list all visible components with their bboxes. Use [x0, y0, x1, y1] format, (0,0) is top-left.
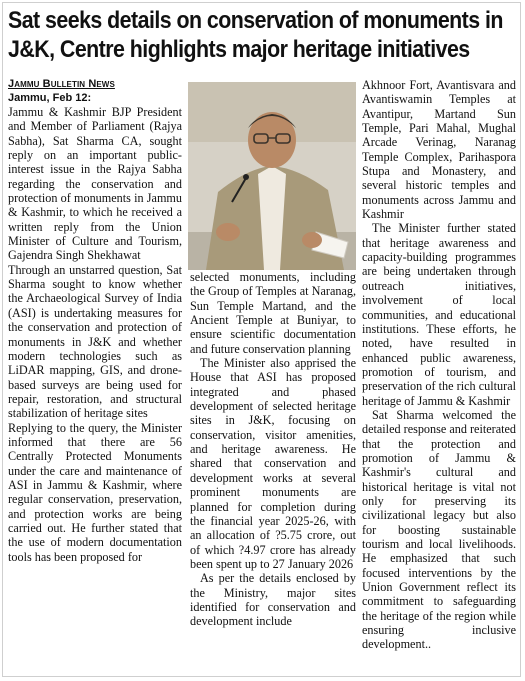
col2-paragraph-1: selected monuments, including the Group of Temples at Naranag, Sun Temple Martand, and the Ancient Temple at Buniyar, to ensure scientific documentation and future conservation planning [190, 270, 356, 356]
column-3 [362, 78, 516, 652]
col3-paragraph-1: Akhnoor Fort, Avantisvara and Avantiswamin Temples at Avantipur, Martand Sun Temple, Pari Mahal, Mughal Arcade Verinag, Naranag Temple Complex, Parihaspora Stupa and Monastery, and several historic temples and monuments across Jammu and Kashmir [362, 78, 516, 222]
headline [8, 6, 503, 64]
col1-paragraph-2: Through an unstarred question, Sat Sharma sought to know whether the Archaeological Survey of India (ASI) is undertaking measures for the conservation and protection of monuments in J&K and whether modern technologies such as LiDAR mapping, GIS, and drone-based surveys are being used for repair, restoration, and structural stabilization of heritage sites [8, 262, 182, 421]
col3-paragraph-2: The Minister further stated that heritage awareness and capacity-building programmes are being undertaken through outreach initiatives, involvement of local communities, and educational institutions. These efforts, he noted, have resulted in enhanced public awareness, promotion of tourism, and preservation of the rich cultural heritage of Jammu & Kashmir [362, 221, 516, 408]
col2-paragraph-3: As per the details enclosed by the Ministry, major sites identified for conservation and development include [190, 571, 356, 629]
headline-line-1: Sat seeks details on conservation of monuments in [8, 7, 503, 34]
headline-line-2: J&K, Centre highlights major heritage initiatives [8, 36, 470, 63]
col1-paragraph-1: Jammu & Kashmir BJP President and Member of Parliament (Rajya Sabha), Sat Sharma CA, sought reply on an important public-interest issue in the Rajya Sabha regarding the conservation and protection of monuments in Jammu & Kashmir, to which he received a written reply from the Union Minister of Culture and Tourism, Gajendra Singh Shekhawat [8, 105, 182, 263]
col1-paragraph-3: Replying to the query, the Minister informed that there are 56 Centrally Protected Monuments under the care and maintenance of ASI in Jammu & Kashmir, where regular conservation, preservation, and protection works are being carried out. He further stated that the use of modern documentation tools has been proposed for [8, 420, 182, 564]
col3-paragraph-3: Sat Sharma welcomed the detailed response and reiterated that the protection and promotion of Jammu & Kashmir's cultural and historical heritage is vital not only for preserving its civilizational legacy but also for boosting sustainable tourism and local livelihoods. He emphasized that such focused interventions by the Union Government reflect its commitment to safeguarding the heritage of the region while ensuring inclusive development.. [362, 407, 516, 652]
column-1 [8, 78, 182, 564]
speaker-photo [188, 82, 356, 270]
byline: Jammu Bulletin News [8, 78, 115, 90]
column-2 [190, 270, 356, 629]
col2-paragraph-2: The Minister also apprised the House that ASI has proposed integrated and phased development of selected heritage sites in J&K, focusing on conservation, visitor amenities, and heritage awareness. He shared that conservation and development works at several prominent monuments are planned for completion during the financial year 2025-26, with an allocation of ?5.75 crore, out of which ?4.97 crore has already been spent up to 27 January 2026 [190, 356, 356, 571]
dateline: Jammu, Feb 12: [8, 92, 92, 104]
speaker-photo-icon [188, 82, 356, 270]
